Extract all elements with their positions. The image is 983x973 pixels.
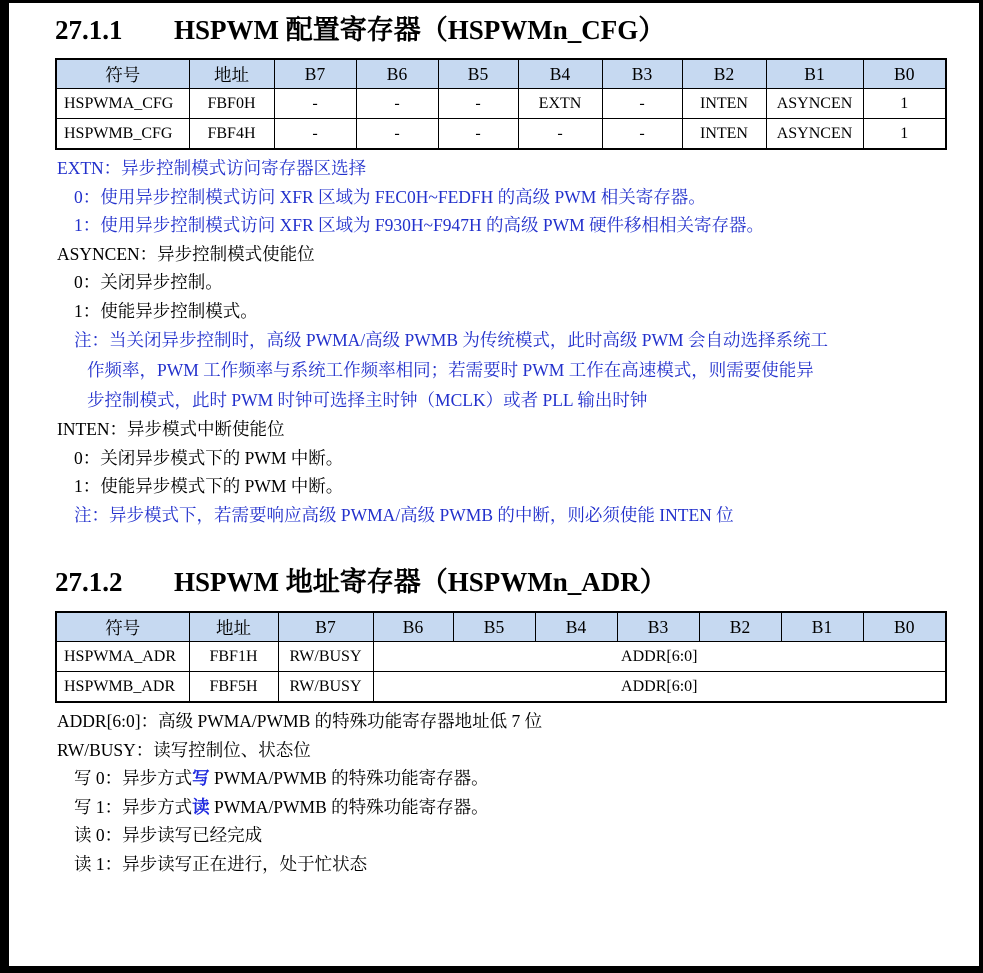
- bit-cell: 1: [863, 119, 946, 150]
- bit-cell: INTEN: [682, 119, 766, 150]
- symbol-cell: HSPWMB_ADR: [56, 672, 189, 703]
- inten-option-1: 1：使能异步模式下的 PWM 中断。: [74, 476, 344, 496]
- inten-note: 注：异步模式下，若需要响应高级 PWMA/高级 PWMB 的中断，则必须使能 INTEN 位: [74, 504, 734, 525]
- cfg-table-header-row: [56, 59, 946, 89]
- addr-description: ADDR[6:0]：高级 PWMA/PWMB 的特殊功能寄存器地址低 7 位: [57, 711, 543, 731]
- symbol-cell: HSPWMB_CFG: [56, 119, 189, 150]
- inten-description: INTEN：异步模式中断使能位: [57, 419, 285, 439]
- cfg-description-block: [55, 154, 955, 529]
- asyncen-note-line-1: 注：当关闭异步控制时，高级 PWMA/高级 PWMB 为传统模式，此时高级 PWM 会自动选择系统工: [74, 330, 828, 350]
- column-header-b2: B2: [682, 59, 766, 89]
- column-header-b3: B3: [617, 612, 699, 642]
- symbol-cell: HSPWMA_CFG: [56, 89, 189, 119]
- table-row-hspwma-cfg: [56, 89, 946, 119]
- column-header-b2: B2: [699, 612, 781, 642]
- asyncen-note-line-2: 作频率，PWM 工作频率与系统工作频率相同；若需要时 PWM 工作在高速模式，则需要使能异: [87, 360, 814, 380]
- write-1-prefix: 写 1：异步方式: [74, 796, 193, 817]
- page-content: [9, 3, 979, 878]
- extn-option-0: 0：使用异步控制模式访问 XFR 区域为 FEC0H~FEDFH 的高级 PWM 相关寄存器。: [74, 186, 706, 207]
- column-header-b7: B7: [278, 612, 373, 642]
- column-header-address: 地址: [189, 59, 274, 89]
- write-0-prefix: 写 0：异步方式: [74, 768, 193, 788]
- column-header-b7: B7: [274, 59, 356, 89]
- write-1-emphasis: 读: [192, 796, 210, 817]
- bit-cell: ASYNCEN: [766, 119, 863, 150]
- extn-option-1: 1：使用异步控制模式访问 XFR 区域为 F930H~F947H 的高级 PWM 硬件移相相关寄存器。: [74, 215, 765, 235]
- address-cell: FBF4H: [189, 119, 274, 150]
- address-cell: FBF0H: [189, 89, 274, 119]
- bit-cell: ASYNCEN: [766, 89, 863, 119]
- rwbusy-description: RW/BUSY：读写控制位、状态位: [57, 739, 311, 760]
- column-header-symbol: 符号: [56, 59, 189, 89]
- table-row-hspwma-adr: [56, 642, 946, 672]
- bit-cell: -: [438, 119, 518, 150]
- column-header-b0: B0: [863, 612, 946, 642]
- column-header-b0: B0: [863, 59, 946, 89]
- extn-description: EXTN：异步控制模式访问寄存器区选择: [57, 158, 367, 178]
- column-header-address: 地址: [189, 612, 278, 642]
- bit-cell-rwbusy: RW/BUSY: [278, 642, 373, 672]
- column-header-b5: B5: [453, 612, 535, 642]
- column-header-b4: B4: [518, 59, 602, 89]
- bit-cell: EXTN: [518, 89, 602, 119]
- asyncen-note-line-3: 步控制模式，此时 PWM 时钟可选择主时钟（MCLK）或者 PLL 输出时钟: [87, 390, 648, 410]
- write-0-emphasis: 写: [192, 768, 210, 788]
- section-1-number: 27.1.1: [55, 15, 123, 45]
- section-1-heading: [55, 13, 979, 47]
- section-2-title: HSPWM 地址寄存器（HSPWMn_ADR）: [174, 567, 667, 597]
- bit-cell-rwbusy: RW/BUSY: [278, 672, 373, 703]
- asyncen-option-1: 1：使能异步控制模式。: [74, 300, 258, 321]
- adr-table-header-row: [56, 612, 946, 642]
- rwbusy-read-1: 读 1：异步读写正在进行，处于忙状态: [74, 853, 368, 874]
- address-cell: FBF1H: [189, 642, 278, 672]
- address-cell: FBF5H: [189, 672, 278, 703]
- asyncen-description: ASYNCEN：异步控制模式使能位: [57, 243, 315, 264]
- merged-addr-cell: ADDR[6:0]: [373, 642, 946, 672]
- column-header-b6: B6: [373, 612, 453, 642]
- column-header-b1: B1: [766, 59, 863, 89]
- column-header-b3: B3: [602, 59, 682, 89]
- bit-cell: -: [274, 119, 356, 150]
- section-1-title: HSPWM 配置寄存器（HSPWMn_CFG）: [174, 15, 666, 45]
- bit-cell: -: [438, 89, 518, 119]
- column-header-b4: B4: [535, 612, 617, 642]
- merged-addr-cell: ADDR[6:0]: [373, 672, 946, 703]
- rwbusy-write-0: [55, 764, 955, 793]
- rwbusy-write-1: [55, 793, 955, 822]
- write-0-suffix: PWMA/PWMB 的特殊功能寄存器。: [209, 768, 489, 788]
- inten-option-0: 0：关闭异步模式下的 PWM 中断。: [74, 447, 344, 468]
- column-header-b5: B5: [438, 59, 518, 89]
- bit-cell: -: [602, 119, 682, 150]
- adr-description-block: [55, 707, 955, 878]
- bit-cell: -: [518, 119, 602, 150]
- bit-cell: INTEN: [682, 89, 766, 119]
- write-1-suffix: PWMA/PWMB 的特殊功能寄存器。: [209, 796, 489, 817]
- bit-cell: -: [602, 89, 682, 119]
- hspwm-cfg-register-table: [55, 58, 947, 150]
- asyncen-option-0: 0：关闭异步控制。: [74, 272, 223, 292]
- column-header-symbol: 符号: [56, 612, 189, 642]
- bit-cell: -: [274, 89, 356, 119]
- bit-cell: -: [356, 89, 438, 119]
- table-row-hspwmb-cfg: [56, 119, 946, 150]
- section-2-number: 27.1.2: [55, 567, 123, 597]
- section-2-heading: [55, 565, 979, 599]
- symbol-cell: HSPWMA_ADR: [56, 642, 189, 672]
- hspwm-adr-register-table: [55, 611, 947, 703]
- bit-cell: 1: [863, 89, 946, 119]
- column-header-b1: B1: [781, 612, 863, 642]
- table-row-hspwmb-adr: [56, 672, 946, 703]
- rwbusy-read-0: 读 0：异步读写已经完成: [74, 825, 263, 845]
- bit-cell: -: [356, 119, 438, 150]
- column-header-b6: B6: [356, 59, 438, 89]
